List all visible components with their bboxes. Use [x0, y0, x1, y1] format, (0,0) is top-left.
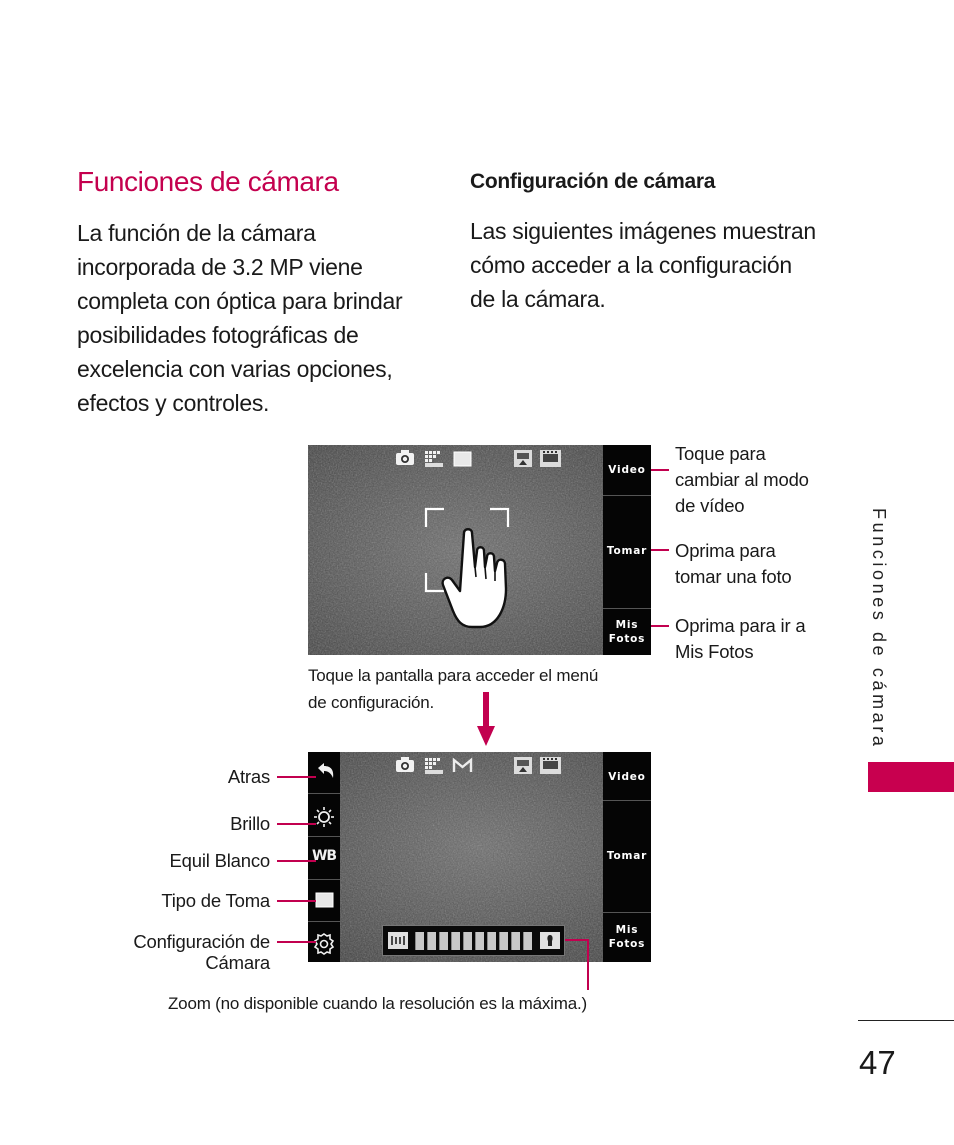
- my-photos-label-1: Mis: [615, 619, 639, 631]
- page-number: 47: [859, 1044, 896, 1081]
- video-mode-button[interactable]: Video: [608, 464, 646, 476]
- my-photos-label-2: Fotos: [608, 938, 646, 950]
- intro-line: La función de la cámara: [77, 220, 316, 246]
- page-title: Funciones de cámara: [77, 166, 339, 197]
- callout-shot-type: Tipo de Toma: [161, 890, 270, 911]
- section-title: Configuración de cámara: [470, 170, 716, 193]
- callout-video-line: Toque para: [675, 443, 766, 464]
- take-photo-button[interactable]: Tomar: [606, 545, 648, 557]
- side-chapter-label: Funciones de cámara: [869, 508, 889, 750]
- video-mode-button[interactable]: Video: [608, 771, 646, 783]
- callout-photos-line: Oprima para ir a: [675, 615, 806, 636]
- zoom-caption: Zoom (no disponible cuando la resolución es la máxima.): [168, 994, 587, 1013]
- callout-settings-line: Configuración de: [133, 931, 270, 952]
- callout-photos-line: Mis Fotos: [675, 641, 754, 662]
- section-line: Las siguientes imágenes muestran: [470, 218, 816, 244]
- caption-line: de configuración.: [308, 693, 435, 712]
- section-line: de la cámara.: [470, 286, 606, 312]
- take-photo-button[interactable]: Tomar: [606, 850, 648, 862]
- intro-line: incorporada de 3.2 MP viene: [77, 254, 363, 280]
- callout-brightness: Brillo: [230, 813, 270, 834]
- wb-icon: WB: [311, 848, 337, 864]
- callout-take-line: tomar una foto: [675, 566, 792, 587]
- my-photos-label-2: Fotos: [608, 633, 646, 645]
- down-arrow-icon: [477, 692, 495, 746]
- intro-line: completa con óptica para brindar: [77, 288, 403, 314]
- callout-back: Atras: [227, 766, 270, 787]
- callout-video-line: de vídeo: [675, 495, 745, 516]
- callout-take-line: Oprima para: [675, 540, 776, 561]
- section-line: cómo acceder a la configuración: [470, 252, 792, 278]
- intro-line: excelencia con varias opciones,: [77, 356, 393, 382]
- callout-white-balance: Equil Blanco: [169, 850, 270, 871]
- intro-line: posibilidades fotográficas de: [77, 322, 359, 348]
- footer-rule: [858, 1020, 954, 1021]
- caption-line: Toque la pantalla para acceder el menú: [308, 666, 599, 685]
- callout-video-line: cambiar al modo: [675, 469, 809, 490]
- intro-line: efectos y controles.: [77, 390, 270, 416]
- callout-settings-line: Cámara: [205, 952, 270, 973]
- my-photos-label-1: Mis: [615, 924, 639, 936]
